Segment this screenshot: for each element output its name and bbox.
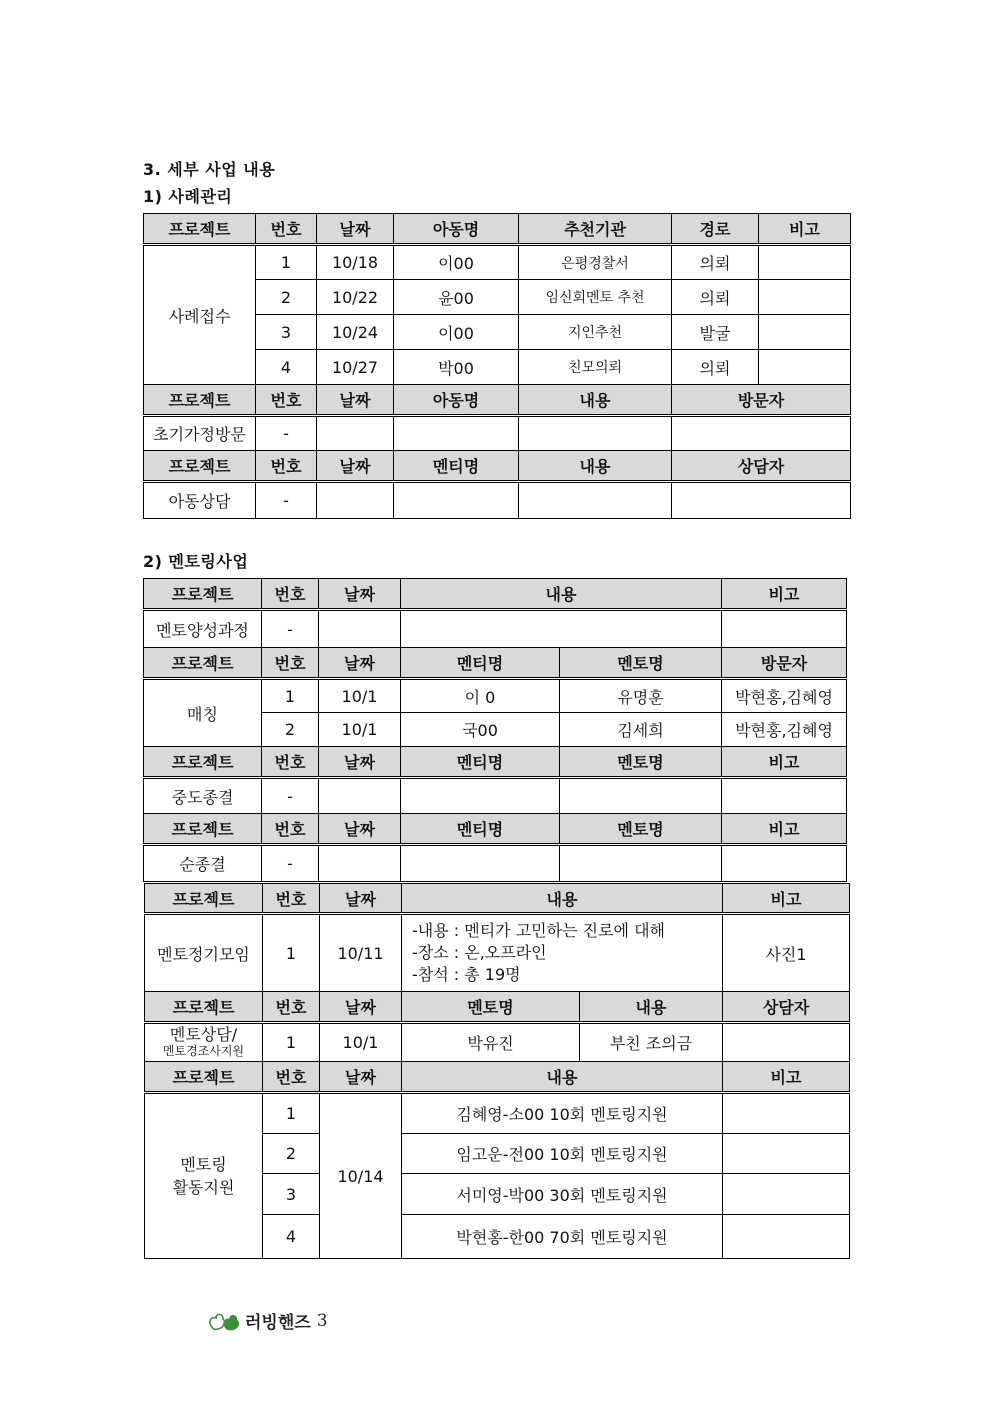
header-date: 날짜 <box>319 747 401 778</box>
no-cell: 4 <box>256 350 317 385</box>
visitor-cell: 박현홍,김혜영 <box>722 713 847 747</box>
mentor-cell: 김세희 <box>560 713 722 747</box>
content-cell: 부친 조의금 <box>580 1023 723 1062</box>
date-cell <box>317 482 394 519</box>
no-cell: - <box>262 845 319 882</box>
project-cell: 초기가정방문 <box>144 416 256 451</box>
header-visitor: 방문자 <box>722 648 847 679</box>
content-cell <box>519 416 672 451</box>
header-date: 날짜 <box>320 1062 402 1093</box>
no-cell: 4 <box>263 1215 320 1259</box>
mentee-cell <box>394 482 519 519</box>
no-cell: 2 <box>262 713 319 747</box>
mentor-cell <box>560 845 722 882</box>
project-line-1: 멘토상담/ <box>169 1024 238 1044</box>
no-cell: 1 <box>262 679 319 713</box>
header-content: 내용 <box>401 579 722 610</box>
table-header-row <box>144 214 851 245</box>
header-date: 날짜 <box>320 992 402 1023</box>
date-cell: 10/1 <box>320 1023 402 1062</box>
header-note: 비고 <box>722 579 847 610</box>
table-header-row <box>144 747 847 778</box>
header-mentor: 멘토명 <box>560 814 722 845</box>
table-row <box>145 914 850 992</box>
child-cell: 박00 <box>394 350 519 385</box>
note-cell <box>723 1215 850 1259</box>
table-row <box>144 778 847 814</box>
header-date: 날짜 <box>317 451 394 482</box>
project-line-2: 활동지원 <box>172 1178 235 1197</box>
note-cell <box>722 845 847 882</box>
content-cell: 박현홍-한00 70회 멘토링지원 <box>402 1215 723 1259</box>
table-header-row <box>145 1062 850 1093</box>
meeting-place-line: -장소 : 온,오프라인 <box>412 943 547 962</box>
note-cell <box>759 245 851 280</box>
project-cell <box>145 1023 263 1062</box>
table-row <box>144 845 847 882</box>
header-note: 비고 <box>723 884 850 914</box>
route-cell: 발굴 <box>672 315 759 350</box>
header-route: 경로 <box>672 214 759 245</box>
header-date: 날짜 <box>319 648 401 679</box>
note-cell: 사진1 <box>723 914 850 992</box>
header-content: 내용 <box>519 385 672 416</box>
no-cell: - <box>256 416 317 451</box>
date-cell: 10/24 <box>317 315 394 350</box>
note-cell <box>723 1093 850 1134</box>
note-cell <box>759 350 851 385</box>
project-line-2: 멘토경조사지원 <box>162 1043 245 1058</box>
content-cell <box>401 610 722 648</box>
table-header-row <box>144 579 847 610</box>
child-cell: 윤00 <box>394 280 519 315</box>
note-cell <box>759 280 851 315</box>
table-row <box>144 610 847 648</box>
header-no: 번호 <box>262 747 319 778</box>
date-cell: 10/27 <box>317 350 394 385</box>
note-cell <box>722 778 847 814</box>
project-line-1: 멘토링 <box>180 1155 227 1174</box>
subsection-mentoring: 2) 멘토링사업 <box>143 552 249 571</box>
date-cell: 10/14 <box>320 1093 402 1259</box>
header-note: 비고 <box>723 1062 850 1093</box>
date-cell <box>319 778 401 814</box>
table-header-row <box>144 814 847 845</box>
note-cell <box>723 1134 850 1174</box>
no-cell: 3 <box>263 1174 320 1215</box>
header-mentee: 멘티명 <box>401 814 560 845</box>
project-cell <box>145 1093 263 1259</box>
no-cell: 1 <box>256 245 317 280</box>
mentee-cell: 국00 <box>401 713 560 747</box>
header-no: 번호 <box>256 214 317 245</box>
note-cell <box>759 315 851 350</box>
no-cell: 1 <box>263 914 320 992</box>
header-no: 번호 <box>262 814 319 845</box>
header-mentee: 멘티명 <box>401 747 560 778</box>
agency-cell: 친모의뢰 <box>519 350 672 385</box>
mentor-cell: 박유진 <box>402 1023 580 1062</box>
content-cell: 임고운-전00 10회 멘토링지원 <box>402 1134 723 1174</box>
mentor-cell: 유명훈 <box>560 679 722 713</box>
header-counselor: 상담자 <box>723 992 850 1023</box>
no-cell: 3 <box>256 315 317 350</box>
child-cell: 이00 <box>394 245 519 280</box>
header-date: 날짜 <box>317 214 394 245</box>
header-project: 프로젝트 <box>144 648 262 679</box>
meeting-attendance-line: -참석 : 총 19명 <box>412 965 521 984</box>
table-header-row <box>144 648 847 679</box>
table-row <box>145 1023 850 1062</box>
table-row <box>144 482 851 519</box>
table-row <box>145 1093 850 1134</box>
content-cell <box>402 914 723 992</box>
project-cell: 멘토양성과정 <box>144 610 262 648</box>
agency-cell: 임신회멘토 추천 <box>519 280 672 315</box>
header-no: 번호 <box>263 992 320 1023</box>
table-row <box>144 245 851 280</box>
table-row <box>144 679 847 713</box>
date-cell: 10/18 <box>317 245 394 280</box>
note-cell <box>723 1174 850 1215</box>
child-cell <box>394 416 519 451</box>
mentoring-table-2 <box>144 883 850 1259</box>
header-no: 번호 <box>256 451 317 482</box>
header-mentee: 멘티명 <box>401 648 560 679</box>
project-cell: 아동상담 <box>144 482 256 519</box>
table-header-row <box>144 385 851 416</box>
case-management-table <box>143 213 851 519</box>
header-date: 날짜 <box>317 385 394 416</box>
date-cell <box>319 610 401 648</box>
header-child: 아동명 <box>394 214 519 245</box>
route-cell: 의뢰 <box>672 350 759 385</box>
brand-name: 러빙핸즈 <box>245 1313 311 1333</box>
content-cell: 서미영-박00 30회 멘토링지원 <box>402 1174 723 1215</box>
page-number: 3 <box>316 1310 328 1331</box>
no-cell: - <box>256 482 317 519</box>
header-content: 내용 <box>519 451 672 482</box>
child-cell: 이00 <box>394 315 519 350</box>
no-cell: 1 <box>263 1093 320 1134</box>
no-cell: 2 <box>256 280 317 315</box>
counselor-cell <box>723 1023 850 1062</box>
header-content: 내용 <box>580 992 723 1023</box>
agency-cell: 지인추천 <box>519 315 672 350</box>
header-content: 내용 <box>402 1062 723 1093</box>
project-cell: 매칭 <box>144 679 262 747</box>
date-cell: 10/1 <box>319 713 401 747</box>
header-project: 프로젝트 <box>144 214 256 245</box>
agency-cell: 은평경찰서 <box>519 245 672 280</box>
meeting-content-line: -내용 : 멘티가 고민하는 진로에 대해 <box>412 921 665 940</box>
project-cell: 중도종결 <box>144 778 262 814</box>
header-project: 프로젝트 <box>144 451 256 482</box>
visitor-cell <box>672 416 851 451</box>
header-project: 프로젝트 <box>144 579 262 610</box>
header-no: 번호 <box>256 385 317 416</box>
header-date: 날짜 <box>319 814 401 845</box>
table-row <box>144 416 851 451</box>
header-mentor: 멘토명 <box>560 648 722 679</box>
no-cell: 1 <box>263 1023 320 1062</box>
mentoring-table-1 <box>143 578 847 882</box>
header-child: 아동명 <box>394 385 519 416</box>
mentee-cell <box>401 778 560 814</box>
header-note: 비고 <box>759 214 851 245</box>
header-counselor: 상담자 <box>672 451 851 482</box>
mentor-cell <box>560 778 722 814</box>
no-cell: - <box>262 778 319 814</box>
header-mentor: 멘토명 <box>402 992 580 1023</box>
header-agency: 추천기관 <box>519 214 672 245</box>
route-cell: 의뢰 <box>672 280 759 315</box>
header-visitor: 방문자 <box>672 385 851 416</box>
date-cell <box>317 416 394 451</box>
page-footer <box>208 1308 328 1333</box>
table-header-row <box>145 992 850 1023</box>
header-project: 프로젝트 <box>145 992 263 1023</box>
no-cell: - <box>262 610 319 648</box>
route-cell: 의뢰 <box>672 245 759 280</box>
section-title: 3. 세부 사업 내용 <box>143 160 276 179</box>
project-cell: 사례접수 <box>144 245 256 385</box>
counselor-cell <box>672 482 851 519</box>
date-cell: 10/11 <box>320 914 402 992</box>
header-mentee: 멘티명 <box>394 451 519 482</box>
no-cell: 2 <box>263 1134 320 1174</box>
header-no: 번호 <box>263 1062 320 1093</box>
note-cell <box>722 610 847 648</box>
header-no: 번호 <box>262 579 319 610</box>
project-cell: 순종결 <box>144 845 262 882</box>
header-date: 날짜 <box>320 884 402 914</box>
header-project: 프로젝트 <box>144 385 256 416</box>
content-cell: 김혜영-소00 10회 멘토링지원 <box>402 1093 723 1134</box>
content-cell <box>519 482 672 519</box>
header-project: 프로젝트 <box>144 814 262 845</box>
header-project: 프로젝트 <box>145 884 263 914</box>
mentee-cell <box>401 845 560 882</box>
table-header-row <box>144 451 851 482</box>
header-project: 프로젝트 <box>144 747 262 778</box>
date-cell: 10/1 <box>319 679 401 713</box>
header-note: 비고 <box>722 747 847 778</box>
mentee-cell: 이 0 <box>401 679 560 713</box>
header-no: 번호 <box>263 884 320 914</box>
visitor-cell: 박현홍,김혜영 <box>722 679 847 713</box>
date-cell <box>319 845 401 882</box>
header-no: 번호 <box>262 648 319 679</box>
hands-logo-icon <box>208 1309 242 1333</box>
header-date: 날짜 <box>319 579 401 610</box>
header-project: 프로젝트 <box>145 1062 263 1093</box>
header-mentor: 멘토명 <box>560 747 722 778</box>
header-content: 내용 <box>402 884 723 914</box>
date-cell: 10/22 <box>317 280 394 315</box>
header-note: 비고 <box>722 814 847 845</box>
project-cell: 멘토정기모임 <box>145 914 263 992</box>
table-header-row <box>145 884 850 914</box>
subsection-case-management: 1) 사례관리 <box>143 187 233 206</box>
